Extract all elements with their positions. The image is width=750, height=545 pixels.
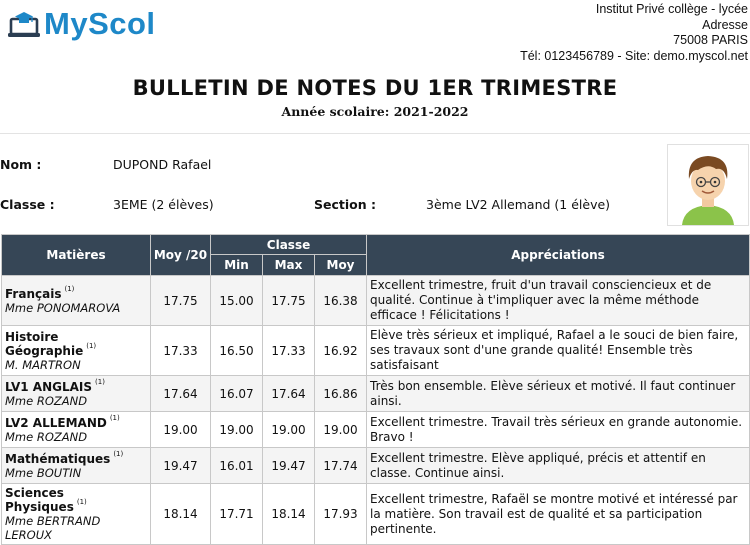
coef: (1) xyxy=(113,449,124,458)
header-comments: Appréciations xyxy=(367,235,750,276)
student-avatar xyxy=(667,144,749,226)
class-min: 16.50 xyxy=(211,326,263,376)
coef: (1) xyxy=(86,341,97,350)
class-min: 17.71 xyxy=(211,484,263,545)
class-max: 17.75 xyxy=(263,276,315,326)
teacher-name: Mme PONOMAROVA xyxy=(5,300,121,315)
teacher-name: Mme ROZAND xyxy=(5,429,88,444)
page-title: BULLETIN DE NOTES DU 1ER TRIMESTRE xyxy=(132,76,618,100)
table-row xyxy=(2,326,750,376)
teacher-name: M. MARTRON xyxy=(5,357,81,372)
school-year: Année scolaire: 2021-2022 xyxy=(281,104,469,119)
class-max: 17.33 xyxy=(263,326,315,376)
logo-text: MyScol xyxy=(44,6,156,41)
class-moy: 19.00 xyxy=(315,412,367,448)
avatar-icon xyxy=(668,145,748,225)
table-row xyxy=(2,412,750,448)
coef: (1) xyxy=(64,284,75,293)
student-average: 17.64 xyxy=(151,376,211,412)
section-label: Section : xyxy=(314,197,376,212)
class-moy: 16.86 xyxy=(315,376,367,412)
subject-name: Mathématiques xyxy=(5,451,111,466)
class-moy: 16.38 xyxy=(315,276,367,326)
class-moy: 16.92 xyxy=(315,326,367,376)
school-address: Adresse xyxy=(702,17,748,32)
table-row xyxy=(2,448,750,484)
student-average: 19.00 xyxy=(151,412,211,448)
coef: (1) xyxy=(95,377,105,386)
class-min: 19.00 xyxy=(211,412,263,448)
class-label: Classe : xyxy=(0,197,55,212)
subject-cell xyxy=(2,448,151,484)
subject-name: Français xyxy=(5,286,62,301)
subject-cell xyxy=(2,276,151,326)
comment: Elève très sérieux et impliqué, Rafael a le souci de bien faire, ses travaux sont d'une grande qualité! Ensemble très satisfaisant xyxy=(367,326,750,376)
class-moy: 17.93 xyxy=(315,484,367,545)
subject-cell xyxy=(2,326,151,376)
header-moy: Moy xyxy=(315,255,367,276)
student-average: 18.14 xyxy=(151,484,211,545)
class-min: 16.01 xyxy=(211,448,263,484)
student-average: 17.75 xyxy=(151,276,211,326)
school-info xyxy=(520,2,748,64)
student-class: 3EME (2 élèves) xyxy=(113,197,214,212)
subject-name: Sciences Physiques xyxy=(5,486,74,514)
coef: (1) xyxy=(76,498,87,506)
subject-cell xyxy=(2,484,151,545)
table-row xyxy=(2,484,750,545)
table-row xyxy=(2,376,750,412)
name-label: Nom : xyxy=(0,157,42,172)
student-section: 3ème LV2 Allemand (1 élève) xyxy=(426,197,611,212)
teacher-name: Mme ROZAND xyxy=(5,393,88,408)
header-average: Moy /20 xyxy=(151,235,211,276)
class-moy: 17.74 xyxy=(315,448,367,484)
comment: Excellent trimestre. Elève appliqué, précis et attentif en classe. Continue ainsi. xyxy=(367,448,750,484)
header-class: Classe xyxy=(211,235,367,255)
comment: Excellent trimestre, Rafaël se montre motivé et intéressé par la matière. Son travail est de qualité et sa participation pertinente. xyxy=(367,484,750,545)
class-max: 19.00 xyxy=(263,412,315,448)
subject-name: LV2 ALLEMAND xyxy=(5,415,107,430)
class-max: 19.47 xyxy=(263,448,315,484)
header-max: Max xyxy=(263,255,315,276)
class-max: 18.14 xyxy=(263,484,315,545)
subject-name: LV1 ANGLAIS xyxy=(5,379,93,394)
header-min: Min xyxy=(211,255,263,276)
teacher-name: Mme BERTRAND LEROUX xyxy=(5,514,101,542)
table-row xyxy=(2,276,750,326)
school-contact: Tél: 0123456789 - Site: demo.myscol.net xyxy=(520,48,748,63)
divider xyxy=(0,133,750,134)
school-city: 75008 PARIS xyxy=(673,33,748,47)
myscol-logo xyxy=(8,8,156,40)
coef: (1) xyxy=(109,413,120,422)
subject-name: Histoire Géographie xyxy=(5,329,84,358)
comment: Excellent trimestre. Travail très sérieux en grande autonomie. Bravo ! xyxy=(367,412,750,448)
subject-cell xyxy=(2,412,151,448)
class-max: 17.64 xyxy=(263,376,315,412)
comment: Excellent trimestre, fruit d'un travail consciencieux et de qualité. Continue à t'impliquer avec la même méthode efficace ! Félicitations ! xyxy=(367,276,750,326)
teacher-name: Mme BOUTIN xyxy=(5,465,82,480)
header-subject: Matières xyxy=(2,235,151,276)
graduation-laptop-icon xyxy=(8,10,40,38)
school-name: Institut Privé collège - lycée xyxy=(595,2,748,16)
student-average: 19.47 xyxy=(151,448,211,484)
class-min: 15.00 xyxy=(211,276,263,326)
comment: Très bon ensemble. Elève sérieux et motivé. Il faut continuer ainsi. xyxy=(367,376,750,412)
student-average: 17.33 xyxy=(151,326,211,376)
subject-cell xyxy=(2,376,151,412)
class-min: 16.07 xyxy=(211,376,263,412)
grades-table xyxy=(1,234,750,545)
student-name: DUPOND Rafael xyxy=(113,157,212,172)
